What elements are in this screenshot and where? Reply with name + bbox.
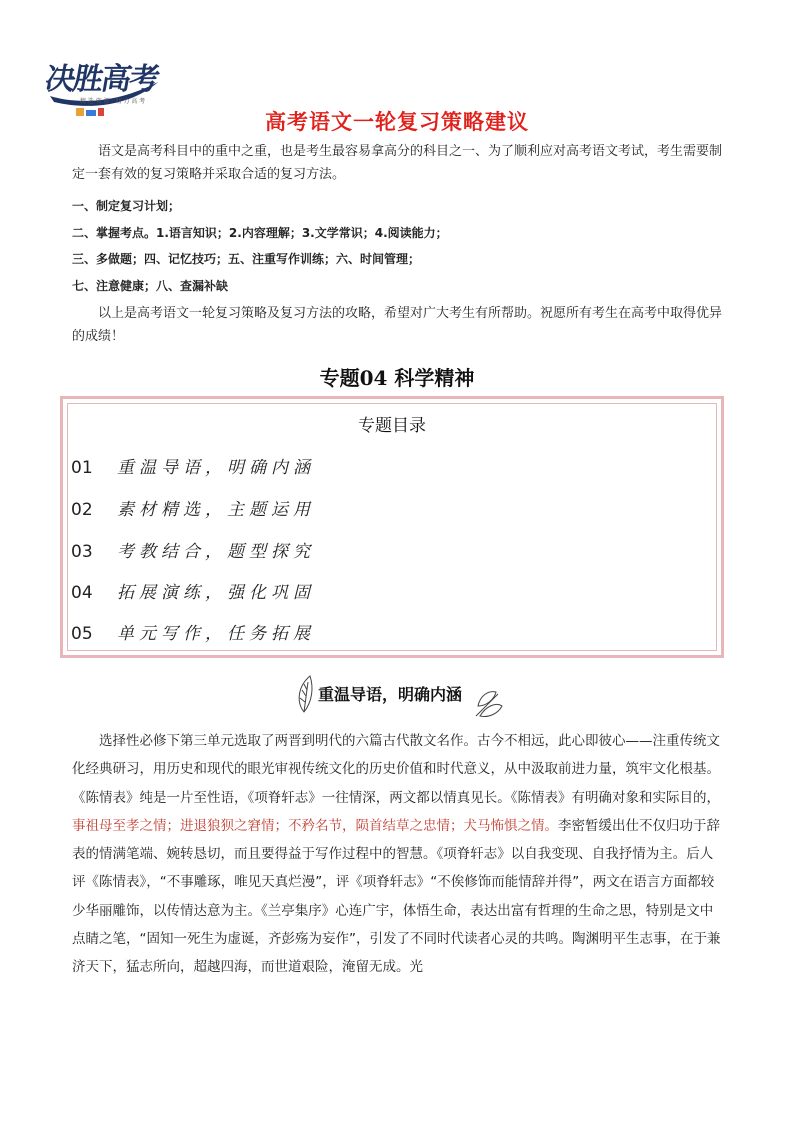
intro-paragraph: 语文是高考科目中的重中之重，也是考生最容易拿高分的科目之一、为了顺利应对高考语文考试，考生需要制定一套有效的复习策略并采取合适的复习方法。 (72, 144, 723, 182)
strategy-item: 二、掌握考点。1.语言知识；2.内容理解；3.文学常识；4.阅读能力； (72, 226, 448, 240)
logo-text: 决胜高考 (42, 62, 161, 97)
strategy-item: 一、制定复习计划； (72, 199, 181, 213)
document-title: 高考语文一轮复习策略建议 (265, 110, 529, 134)
body-text-2: 李密暂缓出仕不仅归功于辞表的情满笔端、婉转恳切，而且要得益于写作过程中的智慧。《项脊轩志》以自我变现、自我抒情为主。后人评《陈情表》，“不事雕琢，唯见天真烂漫”，评《项脊轩志》“不俟修饰而能情辞并得”，两文在语言方面都较少华丽雕饰，以传情达意为主。《兰亭集序》心连广宇，体悟生命，表达出富有哲理的生命之思，特别是文中点睛之笔，“固知一死生为虚诞，齐彭殇为妄作”，引发了不同时代读者心灵的共鸣。陶渊明平生志事，在于兼济天下，猛志所向，超越四海，而世道艰险，淹留无成。光 (72, 817, 721, 976)
toc-inner-border (67, 403, 717, 651)
toc-heading: 专题目录 (358, 416, 426, 436)
conclusion-paragraph: 以上是高考语文一轮复习策略及复习方法的攻略，希望对广大考生有所帮助。祝愿所有考生在高考中取得优异的成绩！ (72, 306, 723, 344)
toc-entry-number: 02 (71, 500, 93, 520)
toc-entry-text: 拓展演练，强化巩固 (117, 583, 315, 603)
body-highlight: 事祖母至孝之情；进退狼狈之窘情；不矜名节，陨首结草之忠情；犬马怖惧之情。 (72, 817, 558, 834)
toc-entry-text: 素材精选，主题运用 (117, 500, 315, 520)
toc-box (60, 396, 724, 658)
section-banner (290, 672, 506, 718)
body-text-1: 选择性必修下第三单元选取了两晋到明代的六篇古代散文名作。古今不相远，此心即彼心——注重传统文化经典研习，用历史和现代的眼光审视传统文化的历史价值和时代意义，从中汲取前进力量，筑牢文化根基。《陈情表》纯是一片至性语，《项脊轩志》一往情深，两文都以情真见长。《陈情表》有明确对象和实际目的， (72, 733, 720, 806)
toc-entry[interactable] (71, 619, 315, 644)
toc-entry[interactable] (71, 453, 315, 478)
logo-subtext: 精 选 资 源 · 助 力 高 考 (80, 98, 146, 105)
toc-entry-number: 01 (71, 458, 93, 478)
topic-title: 专题04 科学精神 (319, 366, 475, 390)
toc-entry-text: 考教结合，题型探究 (117, 542, 315, 562)
strategy-item: 三、多做题；四、记忆技巧；五、注重写作训练；六、时间管理； (72, 252, 421, 266)
toc-entry-text: 重温导语，明确内涵 (117, 458, 315, 478)
toc-entry[interactable] (71, 495, 315, 520)
strategy-item: 七、注意健康；八、查漏补缺 (72, 279, 229, 293)
toc-entry-number: 04 (71, 583, 93, 603)
body-paragraph (72, 727, 724, 982)
section-heading: 重温导语，明确内涵 (318, 685, 463, 704)
toc-entry[interactable] (71, 537, 315, 562)
toc-entry-number: 05 (71, 624, 93, 644)
toc-entry-number: 03 (71, 542, 93, 562)
toc-entry-text: 单元写作，任务拓展 (117, 624, 315, 644)
toc-entry[interactable] (71, 578, 315, 603)
